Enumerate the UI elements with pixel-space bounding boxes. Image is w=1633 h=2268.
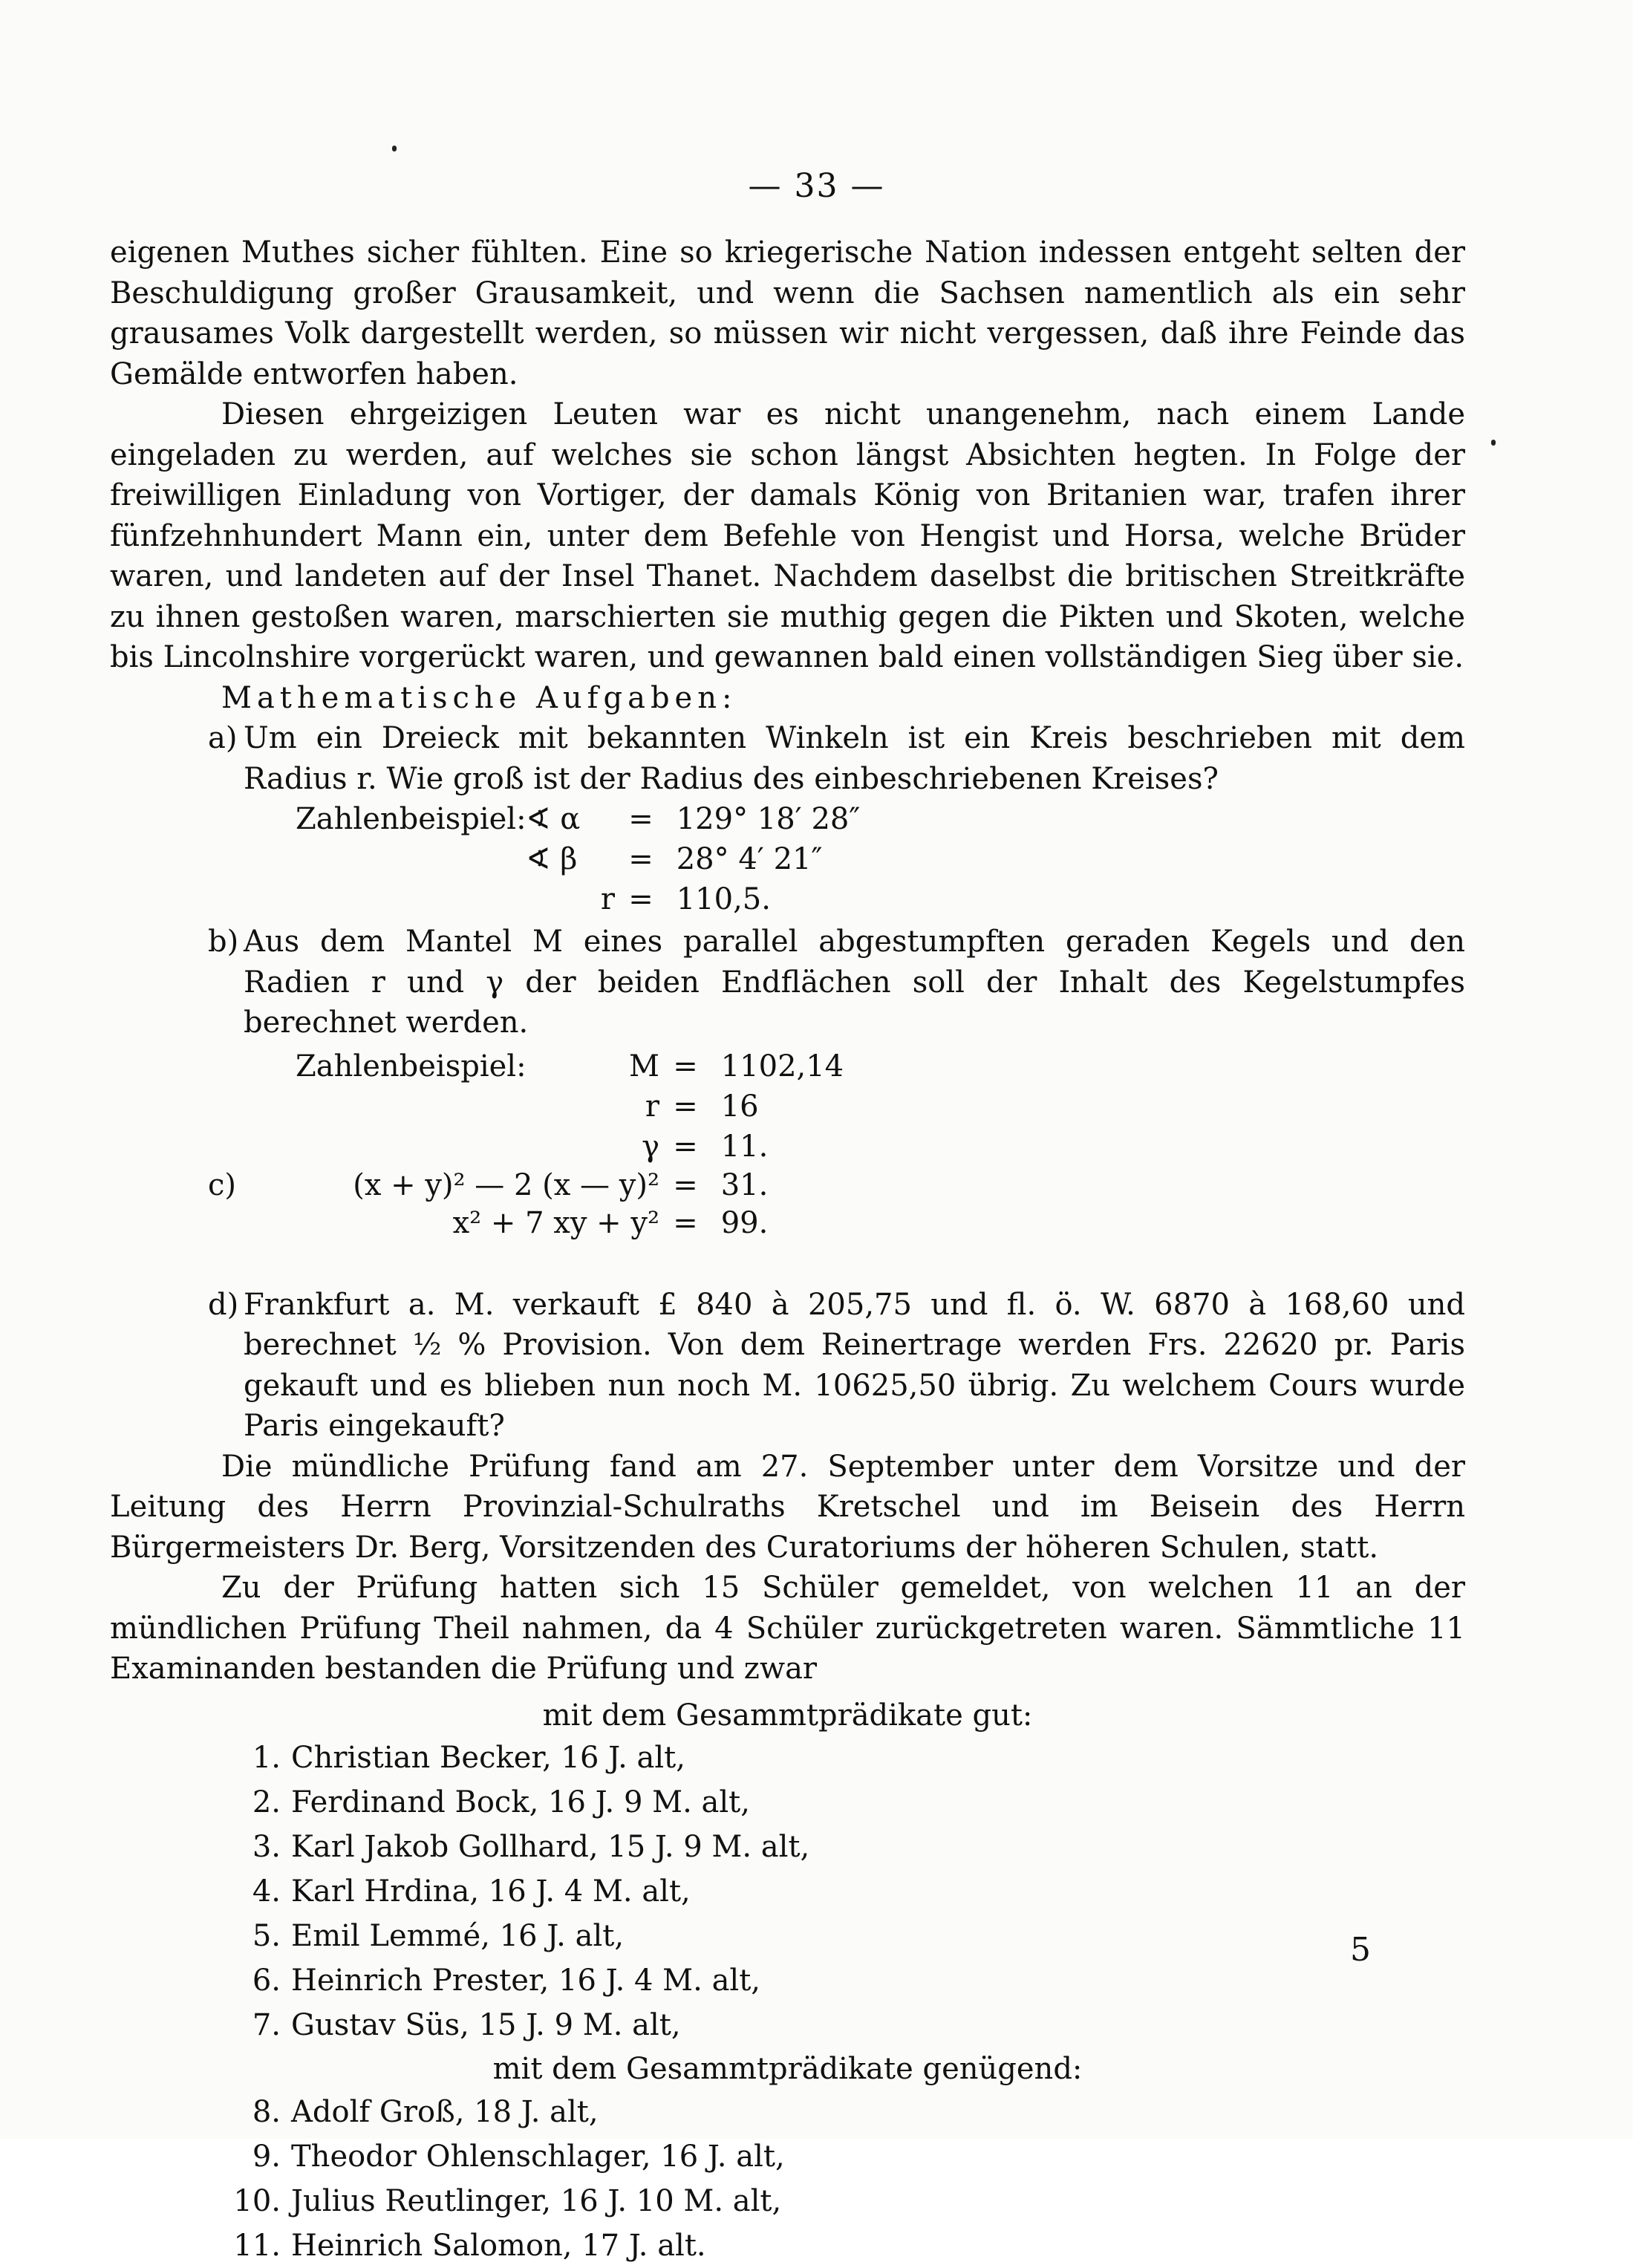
- list-item: 6. Heinrich Prester, 16 J. 4 M. alt,: [252, 1964, 760, 1998]
- list-item: 3. Karl Jakob Gollhard, 15 J. 9 M. alt,: [252, 1830, 810, 1864]
- task-a: a) Um ein Dreieck mit bekannten Winkeln ist ein Kreis beschrieben mit dem Radius r. Wie groß ist der Radius des einbeschriebenen Kreises?: [208, 721, 1465, 796]
- list-item: 10. Julius Reutlinger, 16 J. 10 M. alt,: [233, 2183, 782, 2218]
- paragraph-1: eigenen Muthes sicher fühlten. Eine so kriegerische Nation indessen entgeht selten der Beschuldigung großer Grausamkeit, und wenn die Sachsen namentlich als ein sehr grausames Volk dargestellt werden, so müssen wir nicht vergessen, daß ihre Feinde das Gemälde entworfen haben.: [110, 235, 1465, 391]
- heading-genuegend: mit dem Gesammtprädikate genügend:: [492, 2052, 1083, 2086]
- list-item: 4. Karl Hrdina, 16 J. 4 M. alt,: [252, 1874, 691, 1909]
- page-number: — 33 —: [748, 167, 885, 205]
- main-text: [110, 232, 1465, 2268]
- math-heading: Mathematische Aufgaben:: [221, 680, 737, 715]
- equation-row: ∢ α = 129° 18′ 28″: [526, 802, 861, 836]
- equation-row: r = 110,5.: [600, 882, 771, 916]
- heading-gut: mit dem Gesammtprädikate gut:: [542, 1698, 1033, 1733]
- list-item: 11. Heinrich Salomon, 17 J. alt.: [233, 2228, 706, 2263]
- list-item: 1. Christian Becker, 16 J. alt,: [252, 1741, 685, 1775]
- paragraph-4: Zu der Prüfung hatten sich 15 Schüler gemeldet, von welchen 11 an der mündlichen Prüfung Theil nahmen, da 4 Schüler zurückgetreten waren. Sämmtliche 11 Examinanden bestanden die Prüfung und zwar: [110, 1571, 1465, 1686]
- example-label: Zahlenbeispiel:: [296, 802, 527, 836]
- list-item: 8. Adolf Groß, 18 J. alt,: [252, 2094, 599, 2129]
- task-b-example-and-c: [110, 1043, 1465, 1225]
- task-c-label: c): [208, 1167, 237, 1202]
- paragraph-3: Die mündliche Prüfung fand am 27. September unter dem Vorsitze und der Leitung des Herrn Provinzial-Schulraths Kretschel und im Beisein des Herrn Bürgermeisters Dr. Berg, Vorsitzenden des Curatoriums der höheren Schulen, statt.: [110, 1449, 1465, 1565]
- list-item: 2. Ferdinand Bock, 16 J. 9 M. alt,: [252, 1785, 750, 1819]
- example-label: Zahlenbeispiel:: [296, 1049, 527, 1084]
- list-item: 5. Emil Lemmé, 16 J. alt,: [252, 1919, 625, 1953]
- equation-row: γ = 11.: [642, 1129, 769, 1164]
- list-genuegend: [110, 2090, 1465, 2268]
- equation-row: M = 1102,14: [629, 1049, 844, 1084]
- equation-row: x² + 7 xy + y² = 99.: [452, 1205, 769, 1240]
- list-gut: [110, 1736, 1465, 2047]
- list-item: 9. Theodor Ohlenschlager, 16 J. alt,: [252, 2139, 785, 2174]
- task-a-example: [110, 799, 1465, 922]
- task-c-second-row: [110, 1205, 1465, 1307]
- equation-row: ∢ β = 28° 4′ 21″: [526, 842, 823, 876]
- ink-speck: [1491, 440, 1496, 446]
- equation-row: (x + y)² — 2 (x — y)² = 31.: [353, 1167, 769, 1202]
- signature-mark: 5: [1350, 1931, 1371, 1969]
- task-d: d) Frankfurt a. M. verkauft £ 840 à 205,75 und fl. ö. W. 6870 à 168,60 und berechnet ½ % Provision. Von dem Reinertrage werden Frs. 22620 pr. Paris gekauft und es blieben nun noch M. 10625,50 übrig. Zu welchem Cours wurde Paris eingekauft?: [208, 1287, 1465, 1443]
- list-item: 7. Gustav Süs, 15 J. 9 M. alt,: [252, 2008, 681, 2042]
- task-b: b) Aus dem Mantel M eines parallel abgestumpften geraden Kegels und den Radien r und γ der beiden Endflächen soll der Inhalt des Kegelstumpfes berechnet werden.: [208, 925, 1465, 1040]
- equation-row: r = 16: [645, 1089, 759, 1124]
- ink-speck: [392, 146, 397, 151]
- paragraph-2: Diesen ehrgeizigen Leuten war es nicht unangenehm, nach einem Lande eingeladen zu werden, auf welches sie schon längst Absichten hegten. In Folge der freiwilligen Einladung von Vortiger, der damals König von Britanien war, trafen ihrer fünfzehnhundert Mann ein, unter dem Befehle von Hengist und Horsa, welche Brüder waren, und landeten auf der Insel Thanet. Nachdem daselbst die britischen Streitkräfte zu ihnen gestoßen waren, marschierten sie muthig gegen die Pikten und Skoten, welche bis Lincolnshire vorgerückt waren, und gewannen bald einen vollständigen Sieg über sie.: [110, 397, 1465, 674]
